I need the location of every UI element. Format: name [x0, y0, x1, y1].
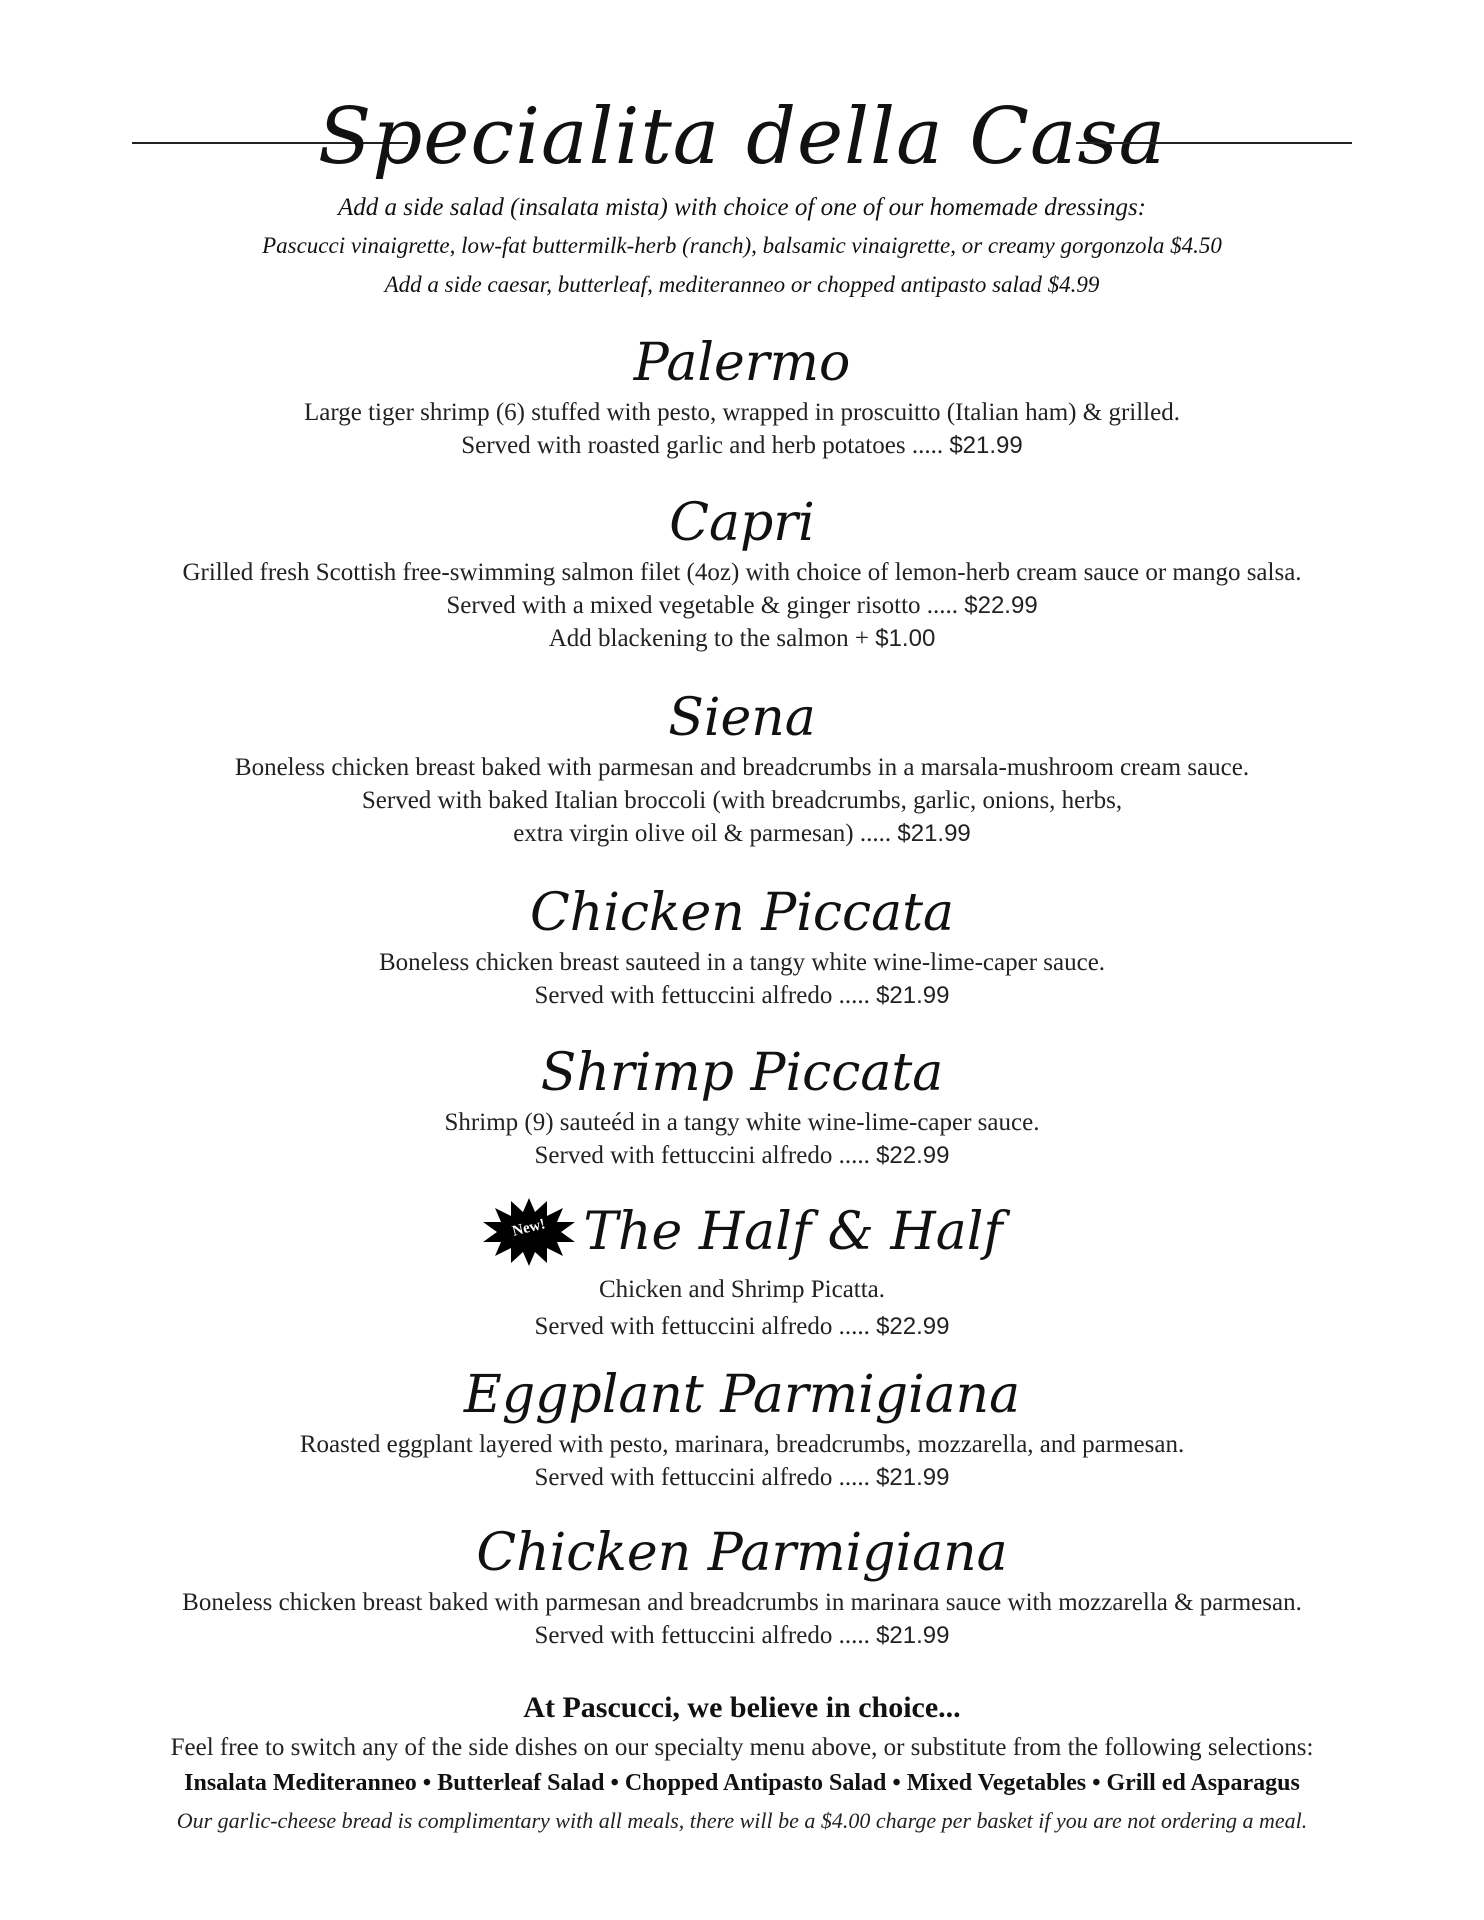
dish-palermo — [0, 330, 1484, 462]
dish-description: Grilled fresh Scottish free-swimming salmon filet (4oz) with choice of lemon-herb cream sauce or mango salsa. — [182, 559, 1302, 586]
side-salad-intro — [0, 190, 1484, 304]
menu-header — [0, 82, 1484, 192]
dish-name: Palermo — [633, 333, 851, 393]
title-rule-right — [1076, 142, 1352, 144]
dish-eggplant-parmigiana — [0, 1362, 1484, 1494]
dish-price: $21.99 — [876, 982, 950, 1009]
dish-description: Chicken and Shrimp Picatta. — [598, 1276, 886, 1303]
dish-name: Capri — [669, 493, 815, 553]
dish-name: Eggplant Parmigiana — [463, 1365, 1021, 1425]
dish-serving — [0, 429, 1484, 462]
dish-serving — [0, 1310, 1484, 1343]
dish-serving-cont — [0, 817, 1484, 850]
dish-description: Roasted eggplant layered with pesto, marinara, breadcrumbs, mozzarella, and parmesan. — [299, 1431, 1185, 1458]
dish-price: $21.99 — [897, 820, 971, 847]
dish-addon — [0, 622, 1484, 655]
intro-line-1: Add a side salad (insalata mista) with choice of one of our homemade dressings: — [337, 194, 1147, 221]
dish-description: Shrimp (9) sauteéd in a tangy white wine-lime-caper sauce. — [444, 1109, 1040, 1136]
footer-side-options: Insalata Mediteranneo • Butterleaf Salad • Chopped Antipasto Salad • Mixed Vegetables • Grill ed Asparagus — [184, 1770, 1300, 1796]
addon-text: Add blackening to the salmon + — [548, 625, 869, 652]
dish-shrimp-piccata — [0, 1040, 1484, 1172]
serving-text: Served with fettuccini alfredo ..... — [534, 1313, 870, 1340]
menu-footer — [0, 1686, 1484, 1842]
footer-heading: At Pascucci, we believe in choice... — [523, 1691, 961, 1724]
dish-serving — [0, 589, 1484, 622]
dish-description: Boneless chicken breast sauteed in a tangy white wine-lime-caper sauce. — [378, 949, 1106, 976]
intro-line-3: Add a side caesar, butterleaf, mediteranneo or chopped antipasto salad $4.99 — [384, 272, 1100, 297]
intro-line-2: Pascucci vinaigrette, low-fat buttermilk-herb (ranch), balsamic vinaigrette, or creamy gorgonzola $4.50 — [262, 233, 1222, 258]
dish-serving — [0, 1461, 1484, 1494]
footer-bread-note: Our garlic-cheese bread is complimentary with all meals, there will be a $4.00 charge per basket if you are not ordering a meal. — [176, 1808, 1308, 1833]
dish-chicken-piccata — [0, 880, 1484, 1012]
dish-price: $21.99 — [876, 1464, 950, 1491]
dish-serving: Served with baked Italian broccoli (with breadcrumbs, garlic, onions, herbs, — [361, 787, 1123, 814]
serving-text: Served with roasted garlic and herb potatoes ..... — [461, 432, 944, 459]
dish-capri — [0, 490, 1484, 655]
dish-price: $21.99 — [949, 432, 1023, 459]
new-badge — [481, 1196, 577, 1268]
dish-siena — [0, 685, 1484, 850]
dish-name: Siena — [668, 688, 816, 748]
serving-text: Served with fettuccini alfredo ..... — [534, 1464, 870, 1491]
addon-price: $1.00 — [875, 625, 936, 652]
serving-text: Served with fettuccini alfredo ..... — [534, 982, 870, 1009]
dish-name: Chicken Piccata — [529, 883, 955, 943]
dish-price: $22.99 — [876, 1142, 950, 1169]
dish-price: $21.99 — [876, 1622, 950, 1649]
serving-text: Served with fettuccini alfredo ..... — [534, 1142, 870, 1169]
dish-description: Boneless chicken breast baked with parmesan and breadcrumbs in marinara sauce with mozzarella & parmesan. — [182, 1589, 1302, 1616]
serving-text: Served with a mixed vegetable & ginger risotto ..... — [446, 592, 959, 619]
dish-name: Chicken Parmigiana — [476, 1523, 1008, 1583]
dish-chicken-parmigiana — [0, 1520, 1484, 1652]
dish-description: Boneless chicken breast baked with parmesan and breadcrumbs in a marsala-mushroom cream sauce. — [234, 754, 1250, 781]
dish-name: Shrimp Piccata — [540, 1043, 944, 1103]
page-title: Specialita della Casa — [317, 92, 1167, 182]
badge-label: New! — [511, 1216, 548, 1240]
dish-serving — [0, 1619, 1484, 1652]
dish-description: Large tiger shrimp (6) stuffed with pesto, wrapped in proscuitto (Italian ham) & grilled. — [304, 399, 1180, 426]
serving-text: extra virgin olive oil & parmesan) ..... — [513, 820, 892, 847]
dish-name: The Half & Half — [583, 1202, 1003, 1262]
dish-half-and-half — [0, 1196, 1484, 1343]
dish-title-row — [481, 1196, 1002, 1268]
dish-serving — [0, 979, 1484, 1012]
dish-price: $22.99 — [876, 1313, 950, 1340]
serving-text: Served with fettuccini alfredo ..... — [534, 1622, 870, 1649]
dish-price: $22.99 — [964, 592, 1038, 619]
dish-serving — [0, 1139, 1484, 1172]
footer-substitution-text: Feel free to switch any of the side dishes on our specialty menu above, or substitute from the following selections: — [170, 1734, 1314, 1761]
